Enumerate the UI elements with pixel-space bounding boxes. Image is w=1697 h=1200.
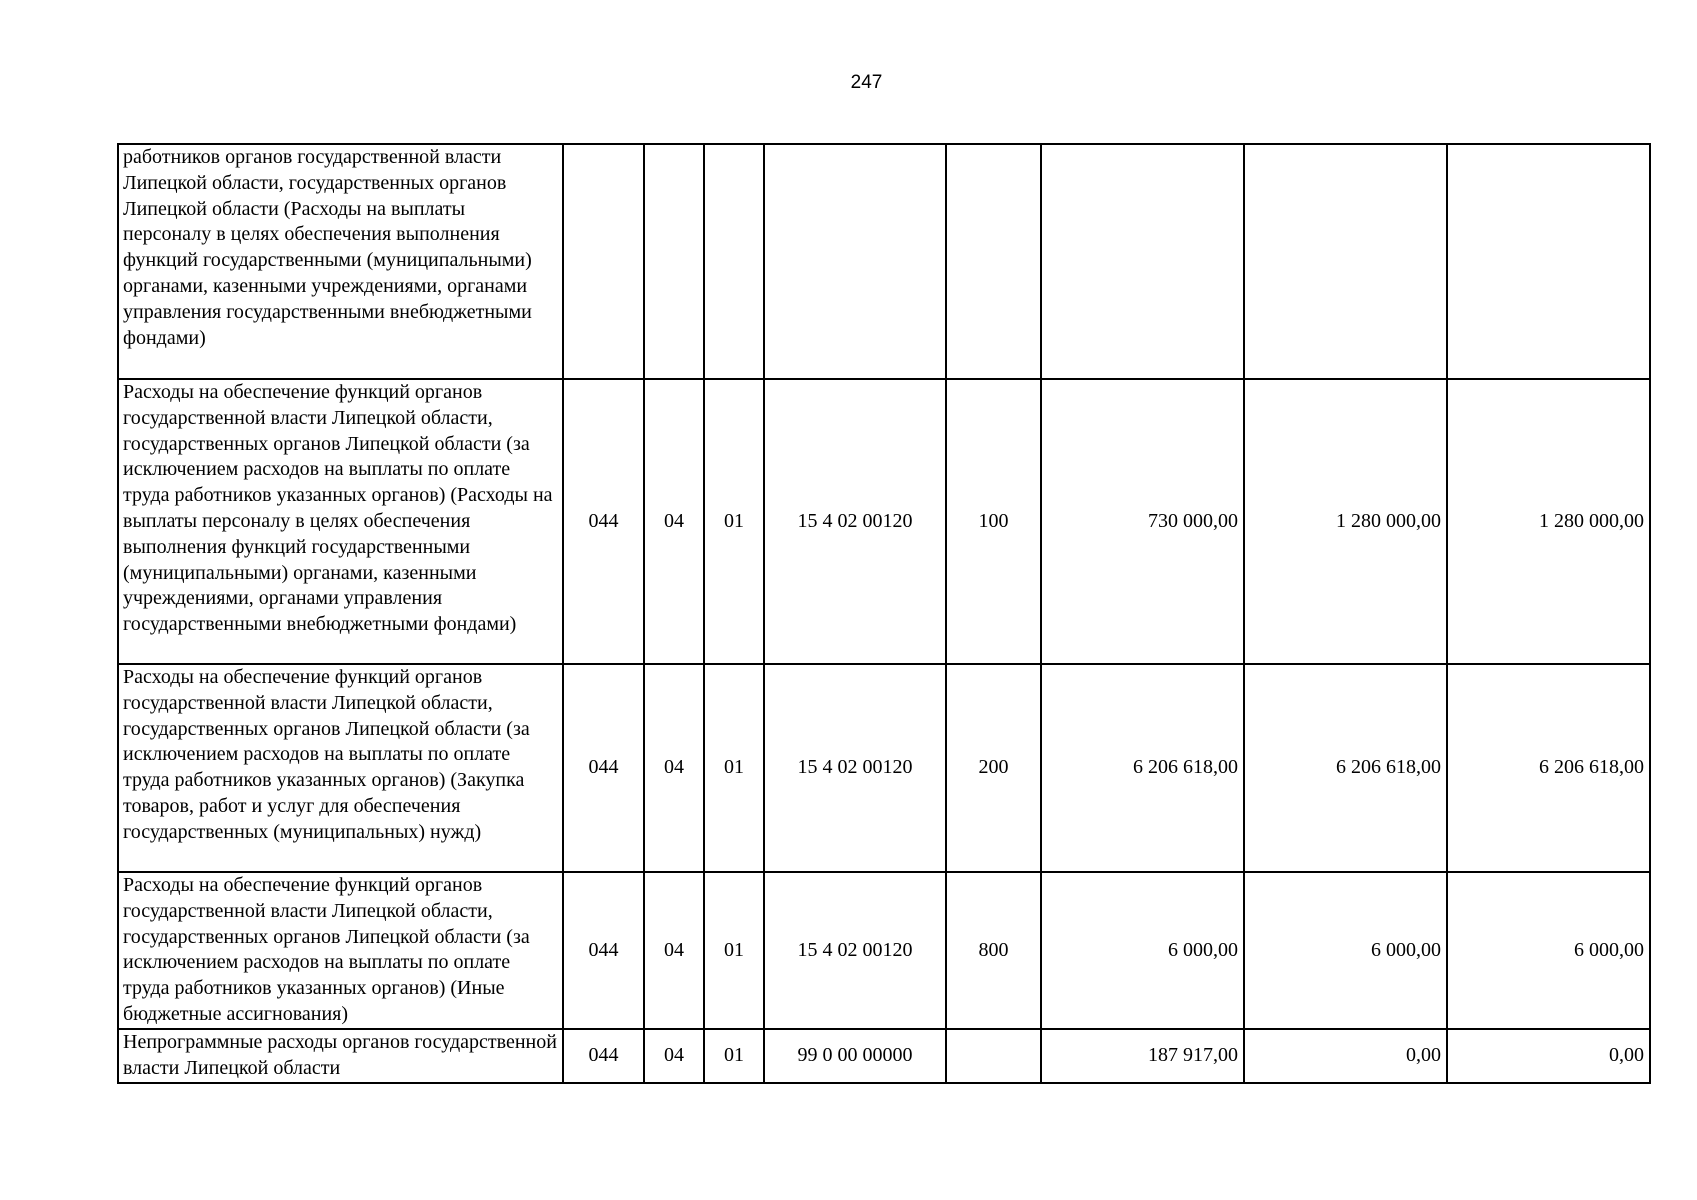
cell-subsection: 01 — [704, 379, 764, 664]
table-row — [118, 379, 1650, 664]
cell-description: Расходы на обеспечение функций органов государственной власти Липецкой области, государственных органов Липецкой области (за исключением расходов на выплаты по оплате труда работников указанных органов) (Закупка товаров, работ и услуг для обеспечения государственных (муниципальных) нужд) — [118, 664, 563, 872]
table-row — [118, 144, 1650, 379]
cell-section: 04 — [644, 379, 704, 664]
cell-subsection: 01 — [704, 872, 764, 1029]
cell-target-article: 99 0 00 00000 — [764, 1029, 946, 1083]
cell-subsection: 01 — [704, 1029, 764, 1083]
cell-amount-1 — [1041, 144, 1244, 379]
cell-section: 04 — [644, 1029, 704, 1083]
cell-subsection: 01 — [704, 664, 764, 872]
cell-amount-3 — [1447, 144, 1650, 379]
cell-ministry — [563, 144, 644, 379]
budget-table — [117, 143, 1651, 1084]
page-number: 247 — [850, 72, 883, 93]
cell-amount-3: 6 206 618,00 — [1447, 664, 1650, 872]
cell-amount-2: 1 280 000,00 — [1244, 379, 1447, 664]
cell-target-article: 15 4 02 00120 — [764, 872, 946, 1029]
cell-ministry: 044 — [563, 379, 644, 664]
table-row — [118, 664, 1650, 872]
cell-expense-type — [946, 144, 1041, 379]
cell-amount-1: 6 000,00 — [1041, 872, 1244, 1029]
cell-description: Расходы на обеспечение функций органов государственной власти Липецкой области, государственных органов Липецкой области (за исключением расходов на выплаты по оплате труда работников указанных органов) (Расходы на выплаты персоналу в целях обеспечения выполнения функций государственными (муниципальными) органами, казенными учреждениями, органами управления государственными внебюджетными фондами) — [118, 379, 563, 664]
cell-expense-type: 200 — [946, 664, 1041, 872]
cell-ministry: 044 — [563, 664, 644, 872]
cell-target-article: 15 4 02 00120 — [764, 664, 946, 872]
cell-expense-type: 800 — [946, 872, 1041, 1029]
cell-section — [644, 144, 704, 379]
cell-description: Расходы на обеспечение функций органов государственной власти Липецкой области, государственных органов Липецкой области (за исключением расходов на выплаты по оплате труда работников указанных органов) (Иные бюджетные ассигнования) — [118, 872, 563, 1029]
cell-expense-type: 100 — [946, 379, 1041, 664]
cell-amount-2: 6 206 618,00 — [1244, 664, 1447, 872]
table-row — [118, 1029, 1650, 1083]
cell-amount-1: 730 000,00 — [1041, 379, 1244, 664]
cell-amount-2 — [1244, 144, 1447, 379]
cell-amount-1: 6 206 618,00 — [1041, 664, 1244, 872]
cell-section: 04 — [644, 872, 704, 1029]
cell-ministry: 044 — [563, 872, 644, 1029]
cell-target-article — [764, 144, 946, 379]
cell-section: 04 — [644, 664, 704, 872]
cell-description: работников органов государственной власти Липецкой области, государственных органов Липецкой области (Расходы на выплаты персоналу в целях обеспечения выполнения функций государственными (муниципальными) органами, казенными учреждениями, органами управления государственными внебюджетными фондами) — [118, 144, 563, 379]
cell-subsection — [704, 144, 764, 379]
cell-amount-3: 0,00 — [1447, 1029, 1650, 1083]
cell-amount-1: 187 917,00 — [1041, 1029, 1244, 1083]
cell-description: Непрограммные расходы органов государственной власти Липецкой области — [118, 1029, 563, 1083]
cell-ministry: 044 — [563, 1029, 644, 1083]
cell-target-article: 15 4 02 00120 — [764, 379, 946, 664]
cell-amount-2: 6 000,00 — [1244, 872, 1447, 1029]
cell-amount-3: 6 000,00 — [1447, 872, 1650, 1029]
cell-amount-2: 0,00 — [1244, 1029, 1447, 1083]
table-row — [118, 872, 1650, 1029]
cell-amount-3: 1 280 000,00 — [1447, 379, 1650, 664]
cell-expense-type — [946, 1029, 1041, 1083]
